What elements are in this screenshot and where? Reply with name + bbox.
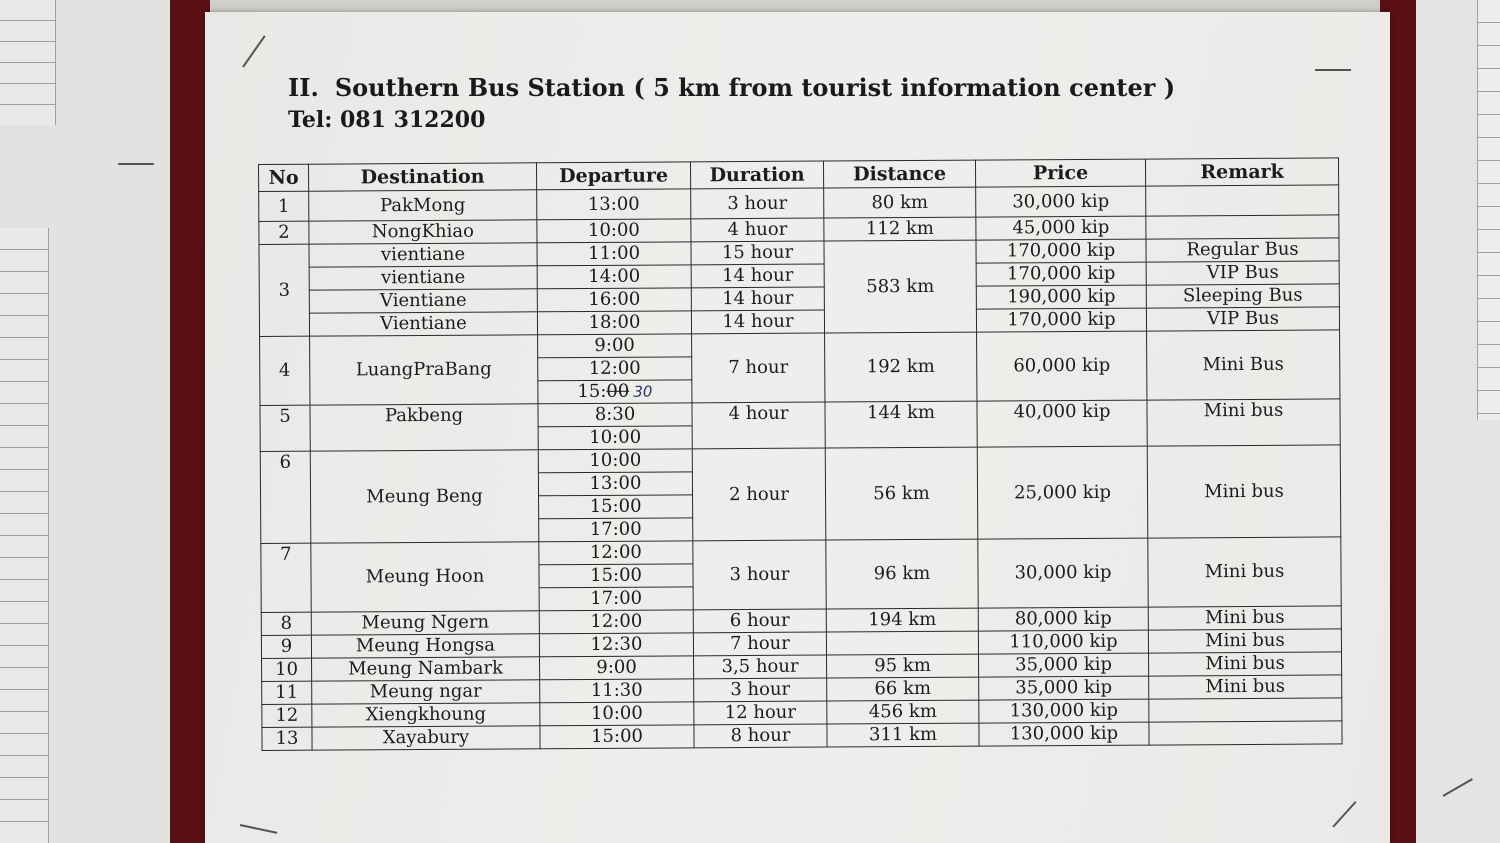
departure-cell: 18:00: [537, 311, 691, 335]
destination-cell: Meung Hoon: [311, 542, 539, 612]
column-header-price: Price: [975, 159, 1145, 187]
destination-cell: Meung Beng: [310, 450, 539, 543]
destination-cell: Xayabury: [312, 726, 540, 750]
duration-cell: 3 hour: [693, 540, 826, 610]
price-cell: 190,000 kip: [976, 285, 1146, 309]
price-cell: 130,000 kip: [979, 722, 1149, 746]
price-cell: 30,000 kip: [978, 538, 1148, 608]
duration-cell: 12 hour: [694, 701, 827, 725]
station-title-text: Southern Bus Station ( 5 km from tourist information center ): [334, 73, 1176, 102]
distance-cell: 112 km: [824, 217, 976, 241]
departure-cell: 10:00: [538, 449, 692, 473]
row-number: 6: [260, 451, 311, 543]
row-number: 12: [262, 704, 312, 727]
row-number: 7: [261, 543, 311, 612]
duration-cell: 15 hour: [691, 241, 824, 265]
remark-cell: Mini bus: [1149, 675, 1342, 699]
price-cell: 80,000 kip: [978, 607, 1148, 631]
column-header-departure: Departure: [536, 162, 690, 190]
destination-cell: Vientiane: [309, 289, 537, 313]
remark-cell: [1146, 215, 1339, 239]
price-cell: 35,000 kip: [979, 676, 1149, 700]
departure-cell: 9:00: [540, 656, 694, 680]
remark-cell: VIP Bus: [1146, 261, 1339, 285]
ruled-sheet-right: [1477, 0, 1500, 420]
remark-cell: VIP Bus: [1146, 307, 1339, 331]
distance-cell: 144 km: [825, 401, 977, 448]
board-frame-left: [170, 0, 210, 843]
remark-cell: [1146, 185, 1339, 216]
departure-cell: 15:00: [539, 495, 693, 519]
departure-cell: 10:00: [537, 219, 691, 243]
handwritten-correction: 30: [633, 382, 653, 401]
background-right-board: [1410, 0, 1500, 843]
notice-header: [288, 72, 1188, 136]
row-number: 2: [259, 221, 309, 244]
distance-cell: 80 km: [824, 187, 976, 218]
distance-cell: 66 km: [827, 677, 979, 701]
ruled-sheet-top-left: [0, 0, 56, 125]
duration-cell: 3 hour: [691, 188, 824, 219]
station-telephone: Tel: 081 312200: [288, 107, 486, 133]
departure-cell: 9:00: [538, 334, 692, 358]
row-number: 11: [262, 681, 312, 704]
remark-cell: Mini bus: [1148, 629, 1341, 653]
remark-cell: Sleeping Bus: [1146, 284, 1339, 308]
destination-cell: vientiane: [309, 243, 537, 267]
duration-cell: 14 hour: [691, 287, 824, 311]
column-header-distance: Distance: [823, 160, 975, 188]
row-number: 5: [260, 405, 310, 451]
row-number: 9: [261, 635, 311, 658]
struck-minutes: 00: [606, 380, 630, 402]
pencil-mark: [1315, 69, 1351, 71]
distance-cell: 192 km: [825, 332, 977, 402]
remark-cell: Regular Bus: [1146, 238, 1339, 262]
departure-cell: 14:00: [537, 265, 691, 289]
destination-cell: LuangPraBang: [310, 335, 538, 405]
price-cell: 45,000 kip: [976, 216, 1146, 240]
row-number: 1: [259, 191, 309, 221]
duration-cell: 7 hour: [693, 632, 826, 656]
pencil-mark: [118, 163, 154, 165]
remark-cell: Mini Bus: [1147, 330, 1340, 400]
departure-cell: 10:00: [540, 702, 694, 726]
distance-cell: 95 km: [827, 654, 979, 678]
column-header-destination: Destination: [309, 163, 537, 191]
price-cell: 170,000 kip: [976, 239, 1146, 263]
departure-hour: 15:: [577, 380, 607, 403]
destination-cell: Meung ngar: [312, 680, 540, 704]
distance-cell: 456 km: [827, 700, 979, 724]
duration-cell: 2 hour: [692, 448, 826, 541]
distance-cell: 96 km: [826, 539, 978, 609]
duration-cell: 3,5 hour: [694, 655, 827, 679]
departure-cell: 12:00: [539, 541, 693, 565]
departure-cell: 15:00: [539, 564, 693, 588]
row-number: 8: [261, 612, 311, 635]
distance-cell: [826, 631, 978, 655]
column-header-duration: Duration: [690, 161, 823, 189]
duration-cell: 4 huor: [691, 218, 824, 242]
price-cell: 130,000 kip: [979, 699, 1149, 723]
duration-cell: 7 hour: [692, 333, 825, 403]
duration-cell: 14 hour: [691, 310, 824, 334]
departure-cell: 11:30: [540, 679, 694, 703]
price-cell: 35,000 kip: [979, 653, 1149, 677]
destination-cell: Meung Ngern: [311, 611, 539, 635]
departure-cell: 16:00: [537, 288, 691, 312]
remark-cell: [1149, 698, 1342, 722]
duration-cell: 4 hour: [692, 402, 825, 449]
price-cell: 170,000 kip: [976, 308, 1146, 332]
distance-cell: 194 km: [826, 608, 978, 632]
remark-cell: [1149, 721, 1342, 745]
remark-cell: Mini bus: [1149, 652, 1342, 676]
departure-cell: 10:00: [538, 426, 692, 450]
ruled-sheet-left: [0, 228, 49, 843]
price-cell: 30,000 kip: [976, 186, 1146, 217]
duration-cell: 3 hour: [694, 678, 827, 702]
departure-cell: 15:00: [540, 725, 694, 749]
departure-cell: 13:00: [538, 472, 692, 496]
row-number: 3: [259, 244, 310, 336]
remark-cell: Mini bus: [1148, 606, 1341, 630]
duration-cell: 14 hour: [691, 264, 824, 288]
destination-cell: Xiengkhoung: [312, 703, 540, 727]
destination-cell: Vientiane: [309, 312, 537, 336]
departure-cell: 12:30: [539, 633, 693, 657]
destination-cell: Pakbeng: [310, 404, 538, 451]
row-number: 10: [262, 658, 312, 681]
departure-cell: [538, 380, 692, 404]
destination-cell: NongKhiao: [309, 220, 537, 244]
destination-cell: PakMong: [309, 190, 537, 221]
distance-cell: 311 km: [827, 723, 979, 747]
departure-cell: 12:00: [539, 610, 693, 634]
departure-cell: 17:00: [539, 587, 693, 611]
duration-cell: 8 hour: [694, 724, 827, 748]
departure-cell: 8:30: [538, 403, 692, 427]
duration-cell: 6 hour: [693, 609, 826, 633]
price-cell: 25,000 kip: [977, 446, 1148, 539]
remark-cell: Mini bus: [1147, 445, 1341, 538]
remark-cell: Mini bus: [1148, 537, 1341, 607]
column-header-remark: Remark: [1145, 158, 1338, 186]
row-number: 4: [260, 336, 310, 405]
destination-cell: Meung Nambark: [312, 657, 540, 681]
price-cell: 110,000 kip: [978, 630, 1148, 654]
station-title: [288, 72, 1188, 104]
price-cell: 170,000 kip: [976, 262, 1146, 286]
distance-cell: 56 km: [825, 447, 978, 540]
departure-cell: 12:00: [538, 357, 692, 381]
bus-schedule-table: [258, 157, 1343, 751]
departure-cell: 11:00: [537, 242, 691, 266]
price-cell: 40,000 kip: [977, 400, 1147, 447]
section-number: II.: [288, 73, 319, 102]
distance-cell: 583 km: [824, 240, 977, 333]
departure-cell: 13:00: [537, 189, 691, 220]
destination-cell: vientiane: [309, 266, 537, 290]
row-number: 13: [262, 727, 312, 750]
remark-cell: Mini bus: [1147, 399, 1340, 446]
departure-cell: 17:00: [539, 518, 693, 542]
column-header-no: No: [259, 164, 309, 191]
price-cell: 60,000 kip: [977, 331, 1147, 401]
destination-cell: Meung Hongsa: [311, 634, 539, 658]
